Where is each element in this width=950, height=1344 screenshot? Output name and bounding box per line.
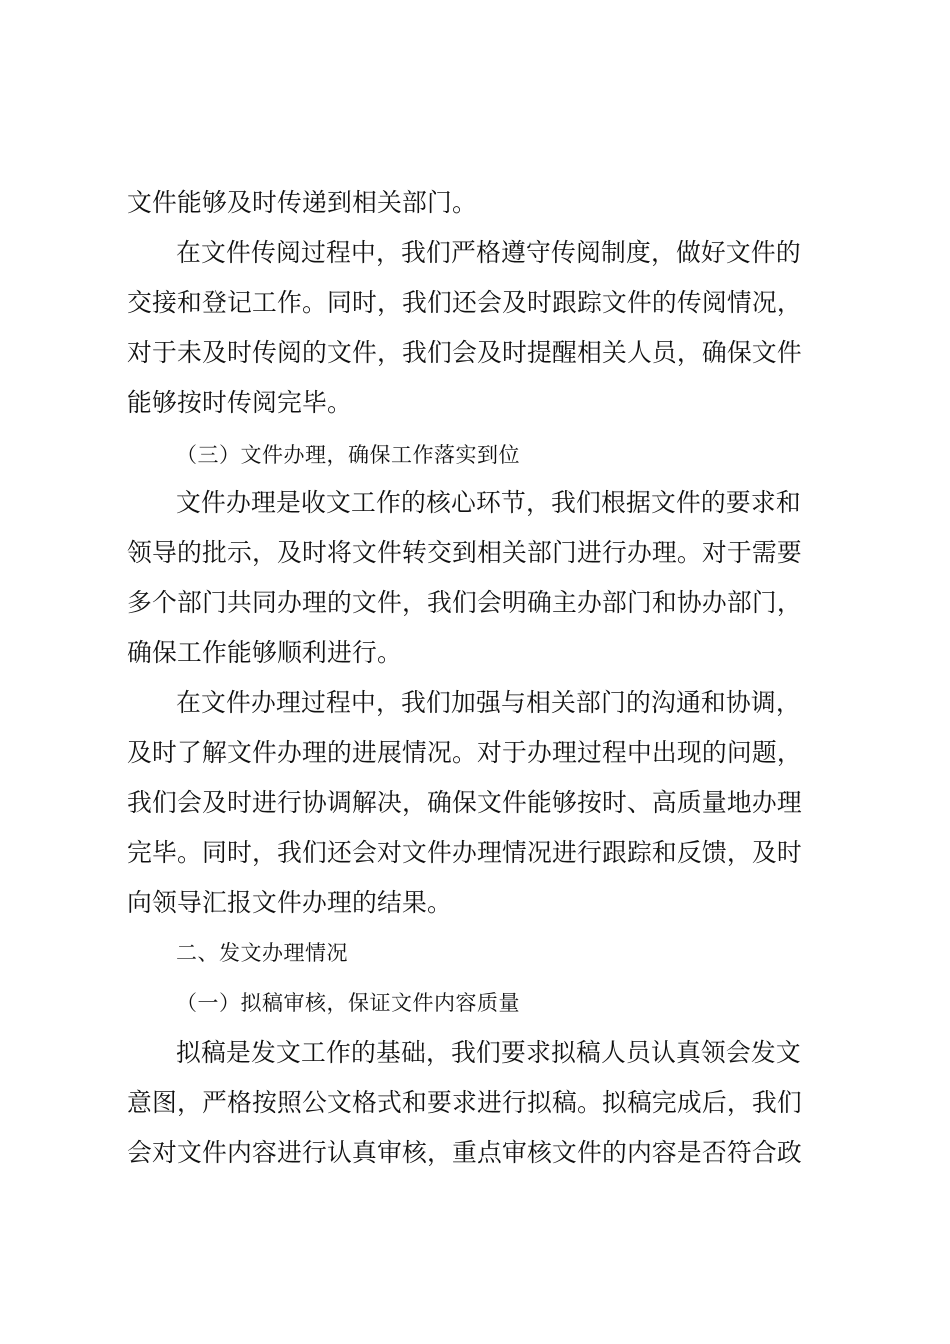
body-text-line: 及时了解文件办理的进展情况。对于办理过程中出现的问题， [127,738,802,767]
paragraph-first-line: 在文件办理过程中，我们加强与相关部门的沟通和协调， [176,688,801,717]
body-text-line: 确保工作能够顺利进行。 [127,638,402,667]
body-text-line: 意图，严格按照公文格式和要求进行拟稿。拟稿完成后，我们 [127,1088,802,1117]
body-text-line: 会对文件内容进行认真审核，重点审核文件的内容是否符合政 [127,1138,802,1167]
body-text-line: 多个部门共同办理的文件，我们会明确主办部门和协办部门， [127,588,802,617]
body-text-line: 能够按时传阅完毕。 [127,388,352,417]
body-text-line: 我们会及时进行协调解决，确保文件能够按时、高质量地办理 [127,788,802,817]
body-text-line: 对于未及时传阅的文件，我们会及时提醒相关人员，确保文件 [127,338,802,367]
paragraph-first-line: 在文件传阅过程中，我们严格遵守传阅制度，做好文件的 [176,238,801,267]
body-text-line: 向领导汇报文件办理的结果。 [127,888,452,917]
paragraph-first-line: 文件办理是收文工作的核心环节，我们根据文件的要求和 [176,488,801,517]
body-text-line: 领导的批示，及时将文件转交到相关部门进行办理。对于需要 [127,538,802,567]
body-text-line: 完毕。同时，我们还会对文件办理情况进行跟踪和反馈，及时 [127,838,802,867]
paragraph-first-line: 拟稿是发文工作的基础，我们要求拟稿人员认真领会发文 [176,1038,801,1067]
section-heading: （三）文件办理，确保工作落实到位 [176,443,520,467]
chapter-heading: 二、发文办理情况 [176,941,348,965]
body-text-line: 文件能够及时传递到相关部门。 [127,188,477,217]
section-heading: （一）拟稿审核，保证文件内容质量 [176,991,520,1015]
body-text-line: 交接和登记工作。同时，我们还会及时跟踪文件的传阅情况， [127,288,802,317]
